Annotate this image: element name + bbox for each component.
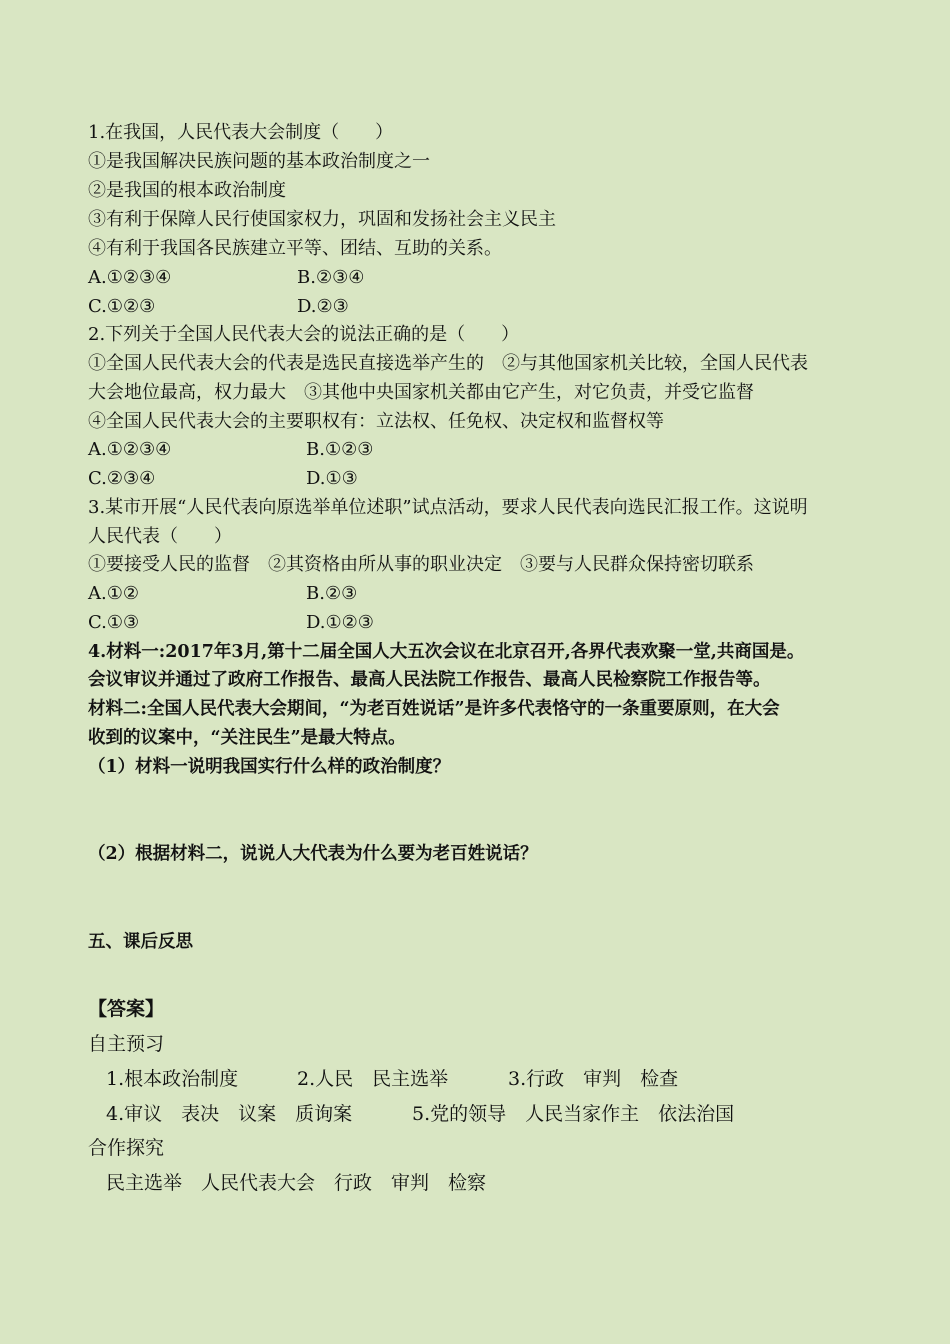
q3-stem-line-2: 人民代表（ ） (88, 526, 232, 547)
answers-preview-title: 自主预习 (88, 1033, 165, 1055)
q1-option-c: C.①②③ (88, 296, 156, 317)
q3-option-a: A.①② (88, 583, 139, 604)
q4-material-1-line-2: 会议审议并通过了政府工作报告、最高人民法院工作报告、最高人民检察院工作报告等。 (88, 670, 771, 690)
answers-heading: 【答案】 (88, 998, 165, 1020)
answer-explore-row: 民主选举 人民代表大会 行政 审判 检察 (106, 1172, 487, 1194)
answer-preview-2: 2.人民 民主选举 (297, 1068, 449, 1090)
q2-option-a: A.①②③④ (88, 439, 172, 460)
q2-line-2: 大会地位最高，权力最大 ③其他中央国家机关都由它产生，对它负责，并受它监督 (88, 382, 754, 403)
q3-option-b: B.②③ (306, 583, 358, 604)
q1-option-d: D.②③ (297, 296, 349, 317)
q4-material-2-line-2: 收到的议案中，“关注民生”是最大特点。 (88, 728, 406, 748)
answer-preview-3: 3.行政 审判 检查 (508, 1068, 679, 1090)
q1-item-4: ④有利于我国各民族建立平等、团结、互助的关系。 (88, 238, 502, 259)
q4-material-1-line-1: 4.材料一:2017年3月,第十二届全国人大五次会议在北京召开,各界代表欢聚一堂,共商国是。 (88, 642, 805, 662)
q1-option-b: B.②③④ (297, 267, 365, 288)
q2-option-d: D.①③ (306, 468, 358, 489)
q2-stem: 2.下列关于全国人民代表大会的说法正确的是（ ） (88, 324, 520, 345)
q1-item-1: ①是我国解决民族问题的基本政治制度之一 (88, 151, 430, 172)
q4-sub-question-2: （2）根据材料二，说说人大代表为什么要为老百姓说话？ (88, 844, 538, 864)
q3-option-d: D.①②③ (306, 612, 374, 633)
q2-option-c: C.②③④ (88, 468, 156, 489)
q1-item-2: ②是我国的根本政治制度 (88, 180, 286, 201)
section-reflection-heading: 五、课后反思 (88, 932, 193, 952)
answer-preview-4: 4.审议 表决 议案 质询案 (106, 1103, 353, 1125)
q3-option-c: C.①③ (88, 612, 140, 633)
q2-option-b: B.①②③ (306, 439, 374, 460)
answer-preview-1: 1.根本政治制度 (106, 1068, 239, 1090)
q2-line-1: ①全国人民代表大会的代表是选民直接选举产生的 ②与其他国家机关比较，全国人民代表 (88, 353, 808, 374)
answer-preview-5: 5.党的领导 人民当家作主 依法治国 (412, 1103, 735, 1125)
q3-stem-line-1: 3.某市开展“人民代表向原选举单位述职”试点活动，要求人民代表向选民汇报工作。这说明 (88, 497, 808, 518)
q2-line-3: ④全国人民代表大会的主要职权有：立法权、任免权、决定权和监督权等 (88, 411, 664, 432)
q3-items: ①要接受人民的监督 ②其资格由所从事的职业决定 ③要与人民群众保持密切联系 (88, 554, 754, 575)
q1-item-3: ③有利于保障人民行使国家权力，巩固和发扬社会主义民主 (88, 209, 556, 230)
q4-sub-question-1: （1）材料一说明我国实行什么样的政治制度？ (88, 757, 451, 777)
answers-explore-title: 合作探究 (88, 1137, 165, 1159)
q1-stem: 1.在我国，人民代表大会制度（ ） (88, 122, 394, 143)
q4-material-2-line-1: 材料二:全国人民代表大会期间，“为老百姓说话”是许多代表恪守的一条重要原则，在大会 (88, 699, 780, 719)
q1-option-a: A.①②③④ (88, 267, 172, 288)
